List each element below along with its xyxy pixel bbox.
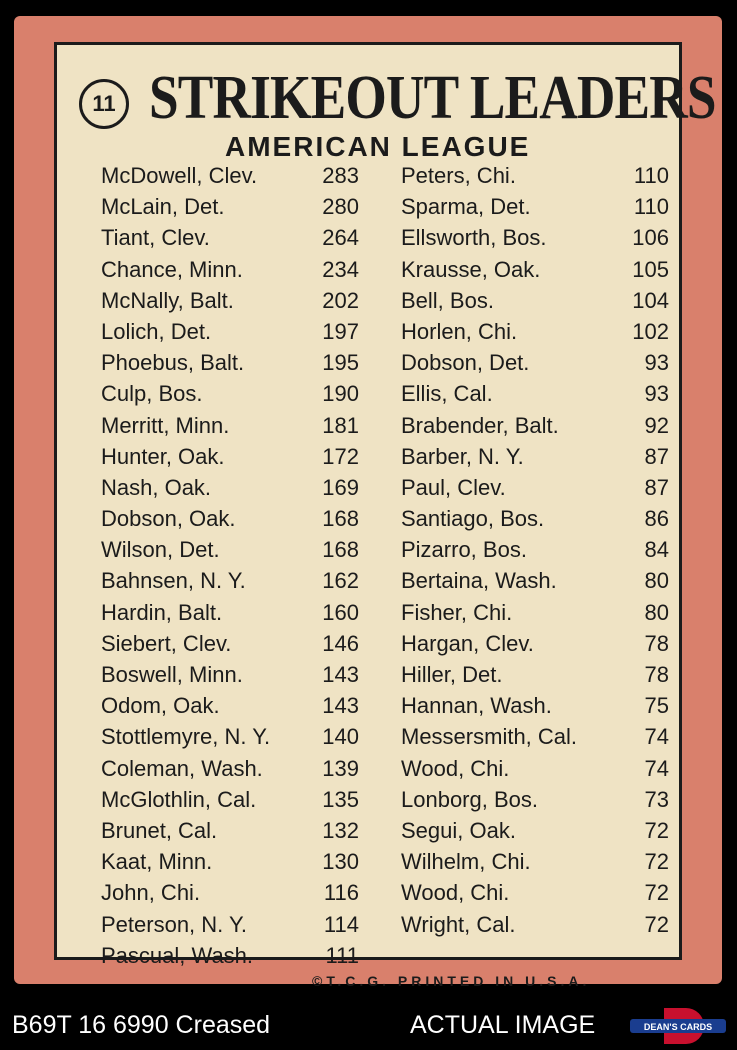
pitcher-name: Pascual, Wash. (101, 942, 254, 968)
pitcher-name: McGlothlin, Cal. (101, 786, 257, 812)
strikeout-total: 283 (322, 163, 359, 188)
strikeout-total: 116 (323, 880, 359, 906)
strikeout-total: 190 (322, 381, 359, 407)
leader-row (101, 225, 359, 256)
actual-image-caption: ACTUAL IMAGE (410, 1011, 596, 1039)
pitcher-name: John, Chi. (101, 880, 201, 906)
pitcher-name: Barber, N. Y. (401, 443, 524, 469)
pitcher-name: Ellis, Cal. (401, 381, 493, 407)
pitcher-name: Hiller, Det. (401, 662, 503, 687)
pitcher-name: Phoebus, Balt. (101, 350, 245, 376)
pitcher-name: Bell, Bos. (401, 287, 494, 313)
strikeout-total: 143 (322, 693, 359, 719)
pitcher-name: Krausse, Oak. (401, 256, 541, 282)
leader-row (401, 163, 669, 194)
pitcher-name: Lonborg, Bos. (401, 786, 538, 812)
item-code-caption: B69T 16 6990 Creased (12, 1011, 271, 1039)
pitcher-name: Chance, Minn. (101, 256, 243, 282)
pitcher-name: Nash, Oak. (101, 474, 212, 500)
pitcher-name: Pizarro, Bos. (401, 537, 527, 563)
leader-row (101, 568, 359, 599)
leader-row (401, 225, 669, 256)
leader-row (401, 381, 669, 412)
pitcher-name: Santiago, Bos. (401, 506, 545, 532)
strikeout-total: 195 (322, 350, 359, 376)
strikeout-total: 197 (322, 318, 359, 344)
strikeout-total: 102 (632, 318, 669, 344)
strikeout-total: 87 (644, 474, 669, 500)
strikeout-total: 72 (644, 849, 669, 875)
pitcher-name: Wilhelm, Chi. (401, 849, 531, 875)
leader-row (101, 600, 359, 631)
pitcher-name: Horlen, Chi. (401, 318, 518, 344)
pitcher-name: Wilson, Det. (101, 537, 220, 563)
strikeout-total: 72 (644, 911, 669, 937)
leader-row (101, 257, 359, 288)
pitcher-name: Peters, Chi. (401, 163, 516, 188)
leader-row (401, 475, 669, 506)
strikeout-total: 168 (322, 506, 359, 532)
leader-row (101, 880, 359, 911)
strikeout-total: 110 (633, 194, 669, 220)
leader-row (101, 163, 359, 194)
strikeout-total: 139 (322, 755, 359, 781)
strikeout-total: 93 (644, 381, 669, 407)
strikeout-total: 140 (322, 724, 359, 750)
leader-row (401, 787, 669, 818)
leader-row (101, 381, 359, 412)
leader-row (101, 631, 359, 662)
leader-row (101, 506, 359, 537)
pitcher-name: Dobson, Oak. (101, 506, 236, 532)
strikeout-total: 80 (644, 568, 669, 594)
leader-row (101, 912, 359, 943)
strikeout-total: 92 (644, 412, 669, 438)
pitcher-name: Messersmith, Cal. (401, 724, 578, 750)
leader-row (401, 350, 669, 381)
strikeout-total: 110 (633, 163, 669, 188)
pitcher-name: Wood, Chi. (401, 880, 510, 906)
deans-cards-logo-icon (630, 1006, 726, 1046)
leader-row (401, 257, 669, 288)
strikeout-total: 162 (322, 568, 359, 594)
pitcher-name: Wood, Chi. (401, 755, 510, 781)
leader-row (401, 880, 669, 911)
pitcher-name: Coleman, Wash. (101, 755, 263, 781)
strikeout-total: 132 (322, 817, 359, 843)
strikeout-total: 172 (322, 443, 359, 469)
right-leaders-list (401, 163, 669, 943)
leader-row (401, 506, 669, 537)
left-leaders-list (101, 163, 359, 974)
leader-row (101, 350, 359, 381)
leader-row (101, 724, 359, 755)
strikeout-total: 181 (322, 412, 359, 438)
leader-row (401, 849, 669, 880)
leader-row (101, 756, 359, 787)
pitcher-name: McLain, Det. (101, 194, 225, 220)
leader-row (101, 943, 359, 974)
strikeout-total: 74 (644, 755, 669, 781)
strikeout-total: 264 (322, 225, 359, 251)
pitcher-name: Hunter, Oak. (101, 443, 225, 469)
strikeout-total: 74 (644, 724, 669, 750)
pitcher-name: McDowell, Clev. (101, 163, 258, 188)
pitcher-name: Sparma, Det. (401, 194, 531, 220)
strikeout-total: 106 (632, 225, 669, 251)
pitcher-name: Tiant, Clev. (101, 225, 210, 251)
pitcher-name: Lolich, Det. (101, 318, 212, 344)
baseball-card (14, 16, 722, 989)
strikeout-total: 84 (644, 537, 669, 563)
logo-text: DEAN'S CARDS (643, 1022, 713, 1032)
pitcher-name: Siebert, Clev. (101, 630, 232, 656)
leader-row (101, 662, 359, 693)
strikeout-total: 87 (644, 443, 669, 469)
strikeout-total: 80 (644, 599, 669, 625)
leader-row (401, 413, 669, 444)
pitcher-name: Hargan, Clev. (401, 630, 534, 656)
leader-row (101, 537, 359, 568)
strikeout-total: 168 (322, 537, 359, 563)
leader-row (401, 912, 669, 943)
pitcher-name: Ellsworth, Bos. (401, 225, 547, 251)
leader-row (401, 756, 669, 787)
pitcher-name: Odom, Oak. (101, 693, 220, 719)
leader-row (401, 444, 669, 475)
strikeout-total: 72 (644, 817, 669, 843)
card-title: STRIKEOUT LEADERS (149, 64, 716, 132)
copyright-footer: ©T.C.G. PRINTED IN U.S.A. (312, 973, 591, 989)
pitcher-name: Hardin, Balt. (101, 599, 223, 625)
strikeout-total: 105 (632, 256, 669, 282)
strikeout-total: 135 (322, 786, 359, 812)
strikeout-total: 72 (644, 880, 669, 906)
strikeout-total: 143 (322, 662, 359, 687)
leader-row (401, 631, 669, 662)
pitcher-name: Brunet, Cal. (101, 817, 218, 843)
strikeout-total: 73 (644, 786, 669, 812)
strikeout-total: 160 (322, 599, 359, 625)
strikeout-total: 93 (644, 350, 669, 376)
pitcher-name: Peterson, N. Y. (101, 911, 247, 937)
leader-row (101, 319, 359, 350)
leader-row (401, 568, 669, 599)
strikeout-total: 114 (323, 911, 359, 937)
strikeout-total: 130 (322, 849, 359, 875)
pitcher-name: Stottlemyre, N. Y. (101, 724, 271, 750)
strikeout-total: 234 (322, 256, 359, 282)
leader-row (401, 818, 669, 849)
pitcher-name: Hannan, Wash. (401, 693, 552, 719)
pitcher-name: Fisher, Chi. (401, 599, 513, 625)
strikeout-total: 78 (644, 630, 669, 656)
leader-row (401, 319, 669, 350)
strikeout-total: 146 (322, 630, 359, 656)
leader-row (101, 787, 359, 818)
pitcher-name: Wright, Cal. (401, 911, 516, 937)
leader-row (401, 693, 669, 724)
strikeout-total: 280 (322, 194, 359, 220)
leader-row (101, 475, 359, 506)
pitcher-name: Brabender, Balt. (401, 412, 559, 438)
leader-row (401, 600, 669, 631)
pitcher-name: McNally, Balt. (101, 287, 234, 313)
leader-row (401, 194, 669, 225)
pitcher-name: Kaat, Minn. (101, 849, 213, 875)
strikeout-total: 78 (644, 662, 669, 687)
leader-row (101, 849, 359, 880)
pitcher-name: Bahnsen, N. Y. (101, 568, 246, 594)
pitcher-name: Segui, Oak. (401, 817, 516, 843)
card-back-panel (54, 42, 716, 989)
strikeout-total: 169 (322, 474, 359, 500)
leader-row (101, 693, 359, 724)
leader-row (101, 444, 359, 475)
strikeout-total: 111 (325, 942, 359, 968)
strikeout-total: 104 (632, 287, 669, 313)
strikeout-total: 75 (644, 693, 669, 719)
leader-row (101, 413, 359, 444)
leader-row (401, 724, 669, 755)
leader-row (101, 194, 359, 225)
strikeout-total: 86 (644, 506, 669, 532)
leader-row (401, 662, 669, 693)
leader-row (101, 288, 359, 319)
pitcher-name: Merritt, Minn. (101, 412, 230, 438)
pitcher-name: Paul, Clev. (401, 474, 506, 500)
leader-row (401, 537, 669, 568)
pitcher-name: Dobson, Det. (401, 350, 530, 376)
card-number: 11 (79, 79, 129, 129)
pitcher-name: Culp, Bos. (101, 381, 203, 407)
leader-row (101, 818, 359, 849)
strikeout-total: 202 (322, 287, 359, 313)
pitcher-name: Bertaina, Wash. (401, 568, 557, 594)
card-subtitle: AMERICAN LEAGUE (225, 131, 531, 162)
leader-row (401, 288, 669, 319)
pitcher-name: Boswell, Minn. (101, 662, 243, 687)
